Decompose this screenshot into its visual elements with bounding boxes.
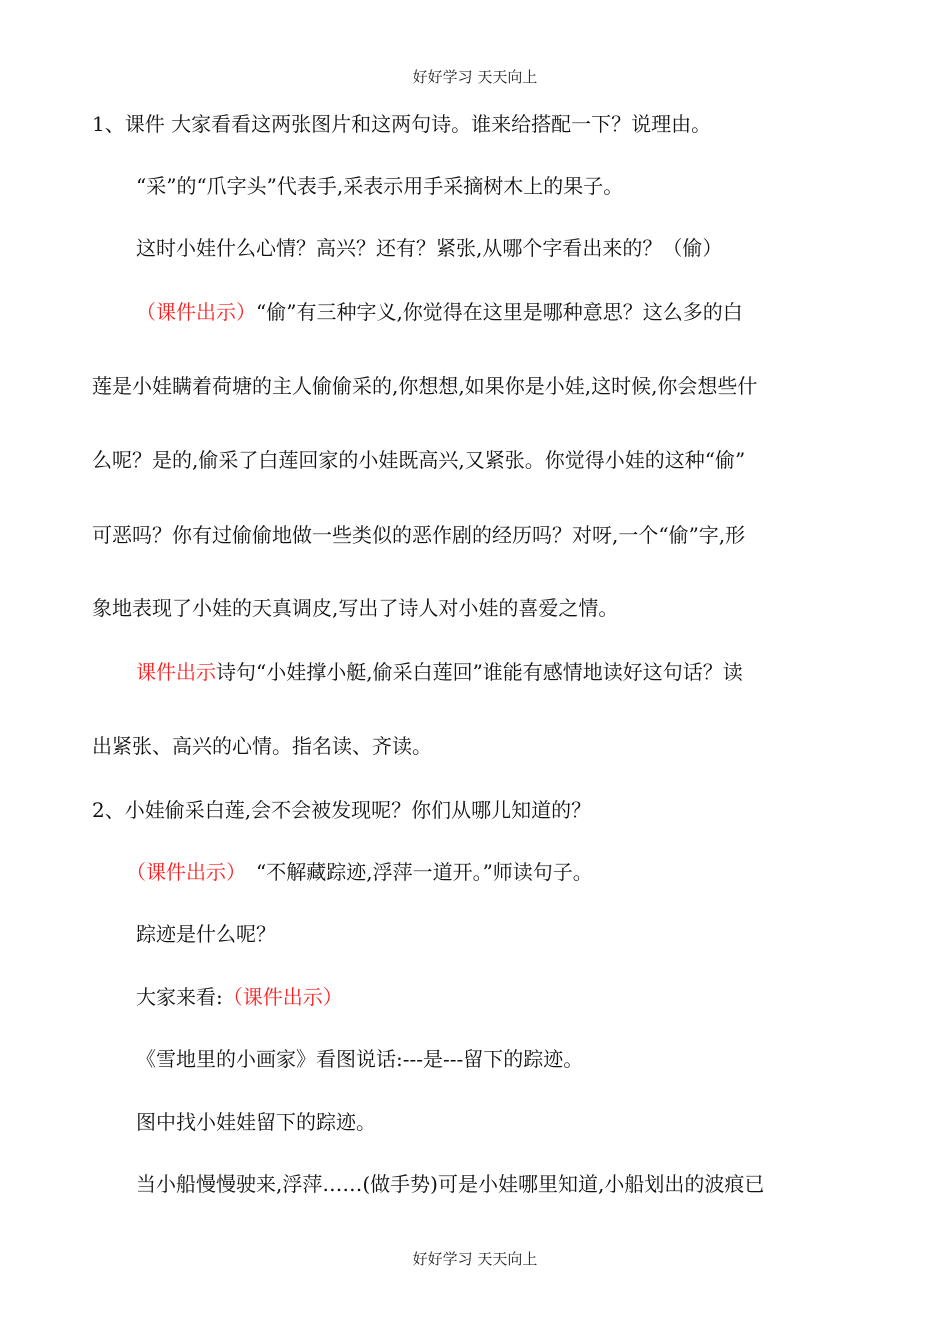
paragraph-line: 1、课件 大家看看这两张图片和这两句诗。谁来给搭配一下？说理由。 [92,112,712,136]
paragraph-line: “采”的“爪字头”代表手,采表示用手采摘树木上的果子。 [136,174,624,198]
paragraph-line: 这时小娃什么心情？高兴？还有？紧张,从哪个字看出来的？（偷） [136,236,723,260]
page-header: 好好学习 天天向上 [412,68,538,86]
courseware-note: （课件出示） [136,300,256,324]
paragraph-line [126,858,593,886]
paragraph-line: 《雪地里的小画家》看图说话:---是---留下的踪迹。 [136,1047,584,1071]
paragraph-line: 可恶吗？你有过偷偷地做一些类似的恶作剧的经历吗？对呀,一个“偷”字,形 [92,523,746,547]
paragraph-line [136,658,743,686]
paragraph-line: 当小船慢慢驶来,浮萍……(做手势)可是小娃哪里知道,小船划出的波痕已 [136,1172,765,1196]
line-text: 诗句“小娃撑小艇,偷采白莲回”谁能有感情地读好这句话？读 [216,660,743,684]
page-footer: 好好学习 天天向上 [412,1250,538,1268]
paragraph-line: 象地表现了小娃的天真调皮,写出了诗人对小娃的喜爱之情。 [92,596,619,620]
paragraph-line: 出紧张、高兴的心情。指名读、齐读。 [92,734,432,758]
line-text: 大家来看: [136,985,223,1009]
paragraph-line: 么呢？是的,偷采了白莲回家的小娃既高兴,又紧张。你觉得小娃的这种“偷” [92,448,746,472]
courseware-note: 课件出示 [136,660,216,684]
paragraph-line: 图中找小娃娃留下的踪迹。 [136,1110,376,1134]
line-text: “偷”有三种字义,你觉得在这里是哪种意思？这么多的白 [256,300,743,324]
paragraph-line [136,298,743,326]
courseware-note: （课件出示） [222,985,343,1009]
paragraph-line [136,983,343,1011]
paragraph-line: 踪迹是什么呢？ [136,922,276,946]
paragraph-line: 莲是小娃瞒着荷塘的主人偷偷采的,你想想,如果你是小娃,这时候,你会想些什 [92,374,758,398]
paragraph-line: 2、小娃偷采白莲,会不会被发现呢？你们从哪儿知道的？ [92,798,592,822]
courseware-note: （课件出示） [126,860,246,884]
line-text: “不解藏踪迹,浮萍一道开。”师读句子。 [256,860,593,884]
